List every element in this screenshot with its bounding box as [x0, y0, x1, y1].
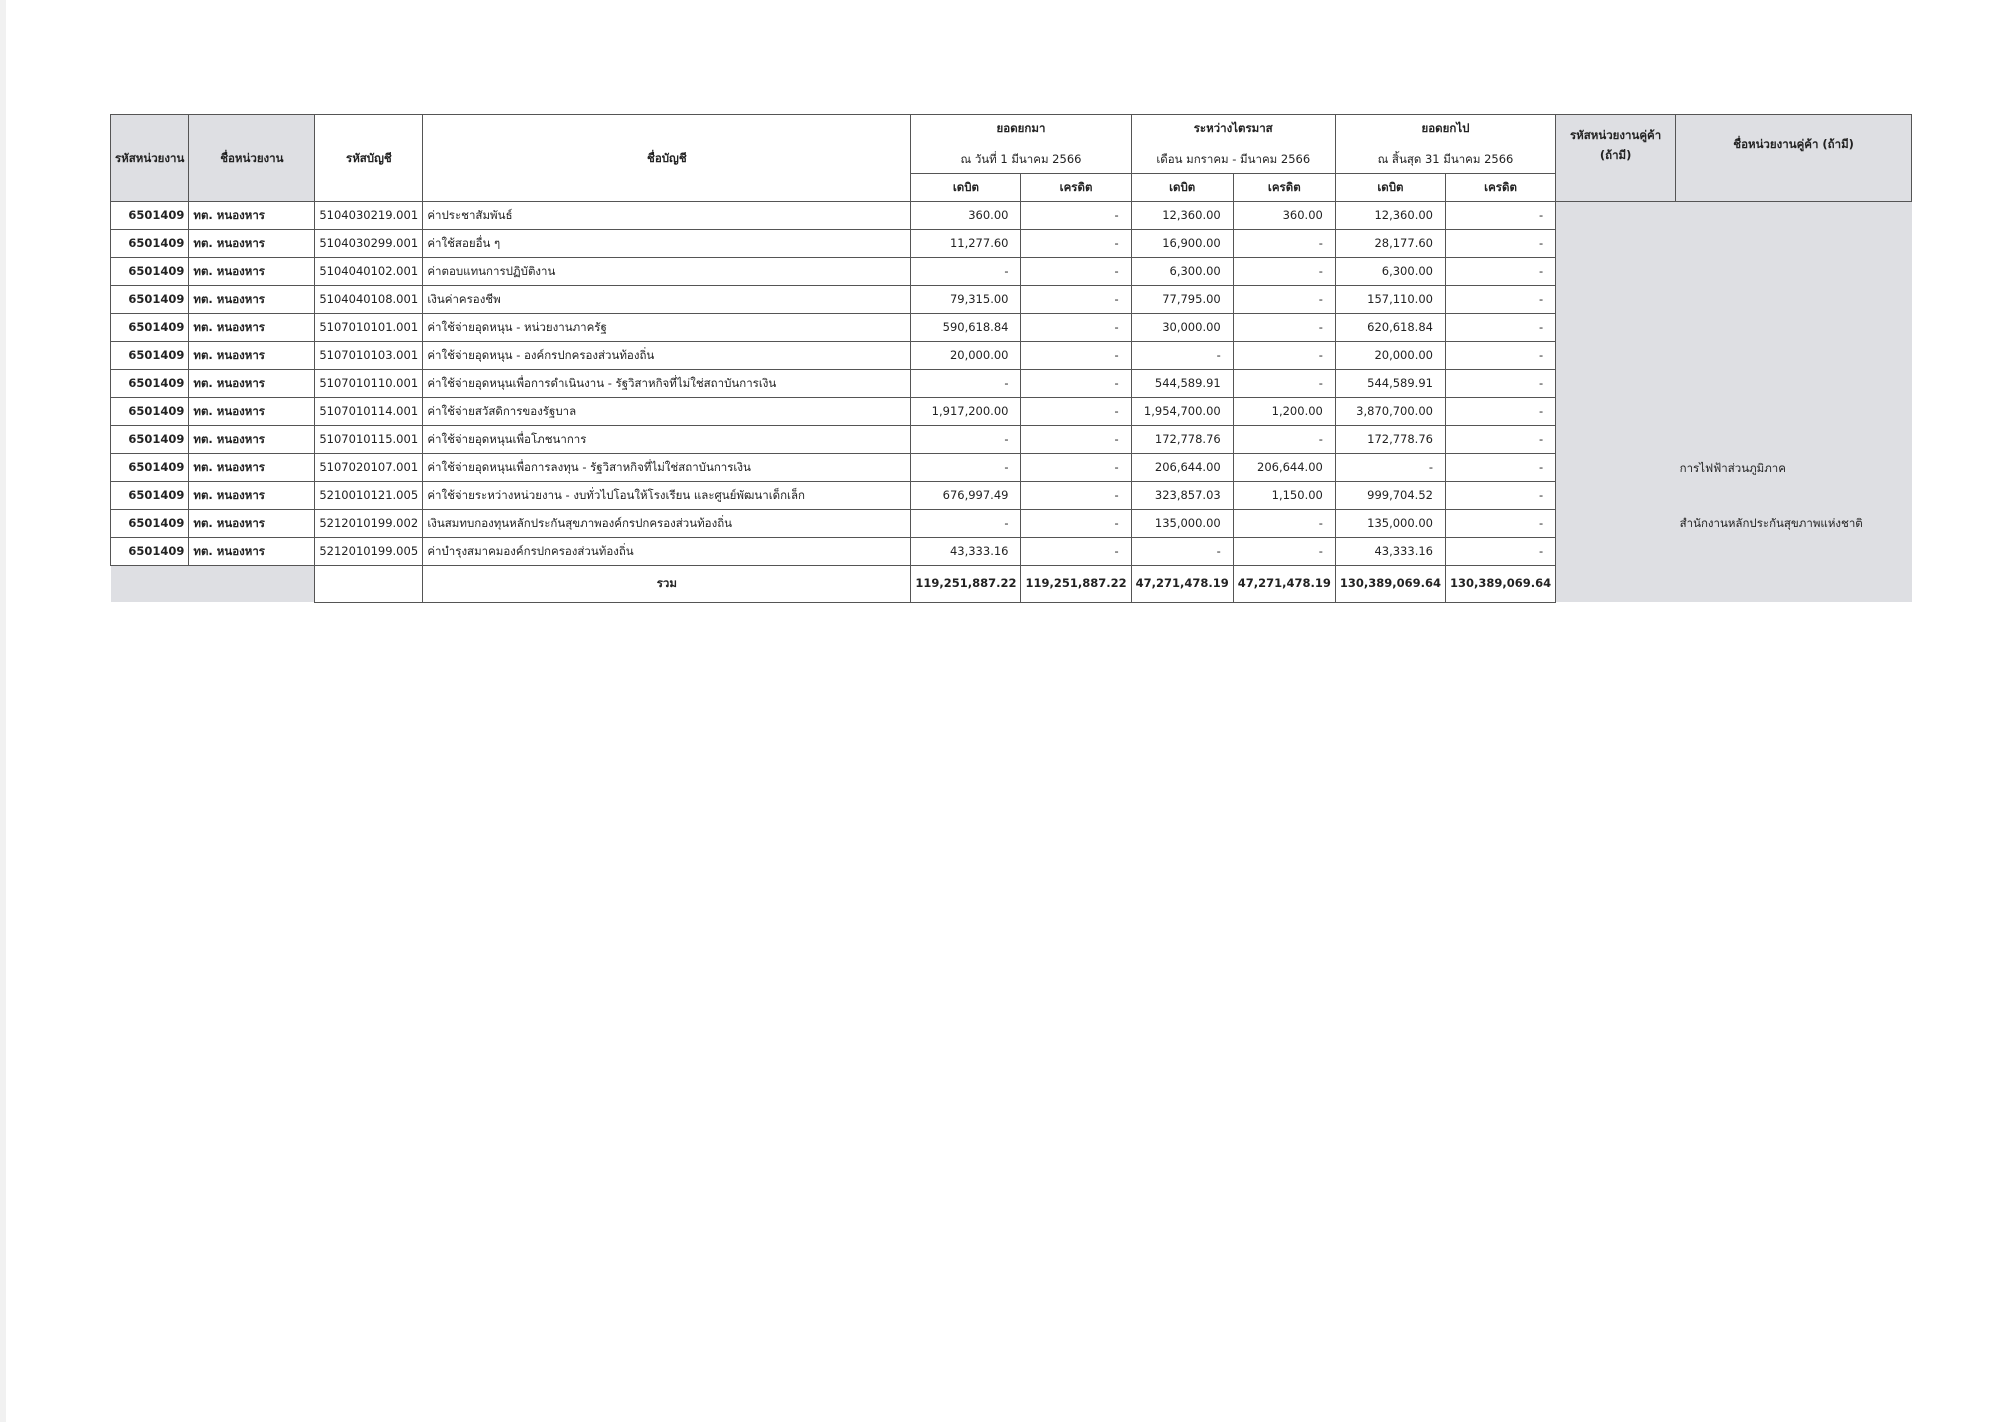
account-name-cell: ค่าใช้จ่ายอุดหนุน - หน่วยงานภาครัฐ: [423, 314, 911, 342]
unit-code-cell: 6501409: [111, 538, 189, 566]
cf-credit-cell: -: [1445, 398, 1555, 426]
cf-debit-cell: 135,000.00: [1335, 510, 1445, 538]
unit-name-cell: ทต. หนองหาร: [189, 258, 315, 286]
partner-code-cell: [1556, 230, 1676, 258]
account-name-cell: ค่าใช้จ่ายอุดหนุนเพื่อโภชนาการ: [423, 426, 911, 454]
dq-credit-cell: -: [1233, 370, 1335, 398]
unit-code-cell: 6501409: [111, 398, 189, 426]
table-row: [111, 538, 1912, 566]
partner-name-cell: สำนักงานหลักประกันสุขภาพแห่งชาติ: [1676, 510, 1912, 538]
partner-name-cell: [1676, 370, 1912, 398]
partner-name-cell: การไฟฟ้าส่วนภูมิภาค: [1676, 454, 1912, 482]
dq-debit-cell: 135,000.00: [1131, 510, 1233, 538]
partner-code-cell: [1556, 286, 1676, 314]
unit-code-cell: 6501409: [111, 258, 189, 286]
bf-credit-cell: -: [1021, 258, 1131, 286]
table-row: [111, 342, 1912, 370]
unit-name-cell: ทต. หนองหาร: [189, 342, 315, 370]
dq-credit-cell: 1,150.00: [1233, 482, 1335, 510]
cf-credit-cell: -: [1445, 370, 1555, 398]
cf-credit-cell: -: [1445, 426, 1555, 454]
unit-name-cell: ทต. หนองหาร: [189, 482, 315, 510]
total-cf-debit-cell: 130,389,069.64: [1335, 566, 1445, 603]
cf-credit-cell: -: [1445, 314, 1555, 342]
dq-credit-cell: -: [1233, 314, 1335, 342]
unit-name-cell: ทต. หนองหาร: [189, 398, 315, 426]
unit-code-cell: 6501409: [111, 426, 189, 454]
partner-name-cell: [1676, 202, 1912, 230]
dq-debit-cell: 1,954,700.00: [1131, 398, 1233, 426]
during-quarter-title: ระหว่างไตรมาส: [1193, 121, 1273, 135]
col-during-quarter-header: [1131, 115, 1335, 174]
account-code-cell: 5210010121.005: [315, 482, 423, 510]
partner-name-cell: [1676, 230, 1912, 258]
table-row: [111, 314, 1912, 342]
partner-code-cell: [1556, 202, 1676, 230]
bf-debit-cell: 79,315.00: [911, 286, 1021, 314]
cf-debit-cell: 172,778.76: [1335, 426, 1445, 454]
account-code-cell: 5107010103.001: [315, 342, 423, 370]
table-row: [111, 370, 1912, 398]
table-row: [111, 398, 1912, 426]
account-name-cell: ค่าใช้จ่ายอุดหนุน - องค์กรปกครองส่วนท้องถิ่น: [423, 342, 911, 370]
bf-credit-cell: -: [1021, 342, 1131, 370]
partner-code-cell: [1556, 482, 1676, 510]
col-account-name-header: ชื่อบัญชี: [423, 115, 911, 202]
partner-name-cell: [1676, 258, 1912, 286]
partner-code-cell: [1556, 454, 1676, 482]
total-blank-cell: [315, 566, 423, 603]
cf-credit-header: เครดิต: [1445, 174, 1555, 202]
unit-code-cell: 6501409: [111, 370, 189, 398]
bf-debit-header: เดบิต: [911, 174, 1021, 202]
table-row: [111, 454, 1912, 482]
account-code-cell: 5212010199.005: [315, 538, 423, 566]
cf-debit-cell: 999,704.52: [1335, 482, 1445, 510]
partner-code-cell: [1556, 258, 1676, 286]
table-row: [111, 482, 1912, 510]
unit-code-cell: 6501409: [111, 230, 189, 258]
account-code-cell: 5107010110.001: [315, 370, 423, 398]
account-name-cell: ค่าใช้จ่ายสวัสดิการของรัฐบาล: [423, 398, 911, 426]
dq-credit-cell: -: [1233, 510, 1335, 538]
total-dq-credit-cell: 47,271,478.19: [1233, 566, 1335, 603]
cf-credit-cell: -: [1445, 342, 1555, 370]
unit-name-cell: ทต. หนองหาร: [189, 202, 315, 230]
dq-credit-cell: -: [1233, 426, 1335, 454]
bf-credit-cell: -: [1021, 230, 1131, 258]
col-unit-name-header: ชื่อหน่วยงาน: [189, 115, 315, 202]
account-code-cell: 5107020107.001: [315, 454, 423, 482]
account-name-cell: ค่าประชาสัมพันธ์: [423, 202, 911, 230]
account-code-cell: 5104030299.001: [315, 230, 423, 258]
dq-credit-cell: 206,644.00: [1233, 454, 1335, 482]
bf-debit-cell: 1,917,200.00: [911, 398, 1021, 426]
account-code-cell: 5107010101.001: [315, 314, 423, 342]
bf-debit-cell: 20,000.00: [911, 342, 1021, 370]
partner-name-cell: [1676, 342, 1912, 370]
total-label: รวม: [423, 566, 911, 603]
cf-credit-cell: -: [1445, 202, 1555, 230]
partner-code-cell: [1556, 370, 1676, 398]
col-brought-forward-header: [911, 115, 1131, 174]
cf-credit-cell: -: [1445, 258, 1555, 286]
ledger-sheet: [110, 114, 1912, 603]
unit-code-cell: 6501409: [111, 454, 189, 482]
unit-code-cell: 6501409: [111, 202, 189, 230]
dq-debit-cell: -: [1131, 342, 1233, 370]
during-quarter-period: เดือน มกราคม - มีนาคม 2566: [1156, 152, 1311, 166]
cf-credit-cell: -: [1445, 538, 1555, 566]
bf-debit-cell: -: [911, 510, 1021, 538]
account-name-cell: เงินค่าครองชีพ: [423, 286, 911, 314]
bf-credit-cell: -: [1021, 454, 1131, 482]
col-unit-code-header: รหัสหน่วยงาน: [111, 115, 189, 202]
dq-credit-cell: -: [1233, 286, 1335, 314]
unit-code-cell: 6501409: [111, 342, 189, 370]
unit-code-cell: 6501409: [111, 510, 189, 538]
partner-name-cell: [1676, 286, 1912, 314]
account-code-cell: 5212010199.002: [315, 510, 423, 538]
dq-debit-cell: 172,778.76: [1131, 426, 1233, 454]
bf-debit-cell: -: [911, 370, 1021, 398]
brought-forward-title: ยอดยกมา: [996, 121, 1046, 135]
cf-credit-cell: -: [1445, 286, 1555, 314]
cf-debit-cell: 157,110.00: [1335, 286, 1445, 314]
account-name-cell: ค่าบำรุงสมาคมองค์กรปกครองส่วนท้องถิ่น: [423, 538, 911, 566]
cf-debit-cell: 20,000.00: [1335, 342, 1445, 370]
cf-credit-cell: -: [1445, 230, 1555, 258]
partner-code-title: รหัสหน่วยงานคู่ค้า: [1570, 128, 1662, 142]
cf-credit-cell: -: [1445, 482, 1555, 510]
partner-code-cell: [1556, 426, 1676, 454]
col-account-code-header: รหัสบัญชี: [315, 115, 423, 202]
bf-debit-cell: 11,277.60: [911, 230, 1021, 258]
bf-credit-cell: -: [1021, 286, 1131, 314]
unit-code-cell: 6501409: [111, 314, 189, 342]
bf-credit-cell: -: [1021, 482, 1131, 510]
unit-name-cell: ทต. หนองหาร: [189, 538, 315, 566]
table-row: [111, 426, 1912, 454]
dq-debit-cell: -: [1131, 538, 1233, 566]
account-code-cell: 5104040108.001: [315, 286, 423, 314]
bf-debit-cell: 43,333.16: [911, 538, 1021, 566]
total-shade-left: [111, 566, 315, 603]
partner-name-cell: [1676, 482, 1912, 510]
bf-debit-cell: -: [911, 426, 1021, 454]
cf-debit-cell: 544,589.91: [1335, 370, 1445, 398]
total-shade-right: [1556, 566, 1912, 603]
cf-debit-header: เดบิต: [1335, 174, 1445, 202]
unit-name-cell: ทต. หนองหาร: [189, 286, 315, 314]
unit-code-cell: 6501409: [111, 286, 189, 314]
account-code-cell: 5107010115.001: [315, 426, 423, 454]
header-row-top: [111, 115, 1912, 174]
account-name-cell: ค่าใช้สอยอื่น ๆ: [423, 230, 911, 258]
dq-credit-cell: -: [1233, 342, 1335, 370]
dq-credit-cell: -: [1233, 258, 1335, 286]
scan-edge-shade: [0, 0, 6, 1422]
bf-credit-cell: -: [1021, 538, 1131, 566]
bf-credit-header: เครดิต: [1021, 174, 1131, 202]
partner-code-cell: [1556, 398, 1676, 426]
account-name-cell: ค่าใช้จ่ายอุดหนุนเพื่อการลงทุน - รัฐวิสาหกิจที่ไม่ใช่สถาบันการเงิน: [423, 454, 911, 482]
unit-name-cell: ทต. หนองหาร: [189, 454, 315, 482]
bf-credit-cell: -: [1021, 370, 1131, 398]
dq-debit-cell: 77,795.00: [1131, 286, 1233, 314]
table-row: [111, 510, 1912, 538]
bf-debit-cell: -: [911, 454, 1021, 482]
unit-code-cell: 6501409: [111, 482, 189, 510]
cf-credit-cell: -: [1445, 454, 1555, 482]
col-partner-name-header: ชื่อหน่วยงานคู่ค้า (ถ้ามี): [1676, 115, 1912, 202]
trial-balance-table: [110, 114, 1912, 603]
table-row: [111, 258, 1912, 286]
dq-debit-header: เดบิต: [1131, 174, 1233, 202]
cf-debit-cell: 620,618.84: [1335, 314, 1445, 342]
bf-debit-cell: 590,618.84: [911, 314, 1021, 342]
total-bf-credit-cell: 119,251,887.22: [1021, 566, 1131, 603]
bf-credit-cell: -: [1021, 510, 1131, 538]
account-code-cell: 5107010114.001: [315, 398, 423, 426]
dq-debit-cell: 544,589.91: [1131, 370, 1233, 398]
table-row: [111, 286, 1912, 314]
bf-credit-cell: -: [1021, 398, 1131, 426]
unit-name-cell: ทต. หนองหาร: [189, 510, 315, 538]
total-row: [111, 566, 1912, 603]
bf-credit-cell: -: [1021, 426, 1131, 454]
total-bf-debit-cell: 119,251,887.22: [911, 566, 1021, 603]
col-partner-code-header: [1556, 115, 1676, 202]
dq-credit-cell: -: [1233, 230, 1335, 258]
partner-code-cell: [1556, 342, 1676, 370]
dq-credit-cell: 1,200.00: [1233, 398, 1335, 426]
total-cf-credit-cell: 130,389,069.64: [1445, 566, 1555, 603]
col-carried-forward-header: [1335, 115, 1555, 174]
cf-credit-cell: -: [1445, 510, 1555, 538]
dq-debit-cell: 16,900.00: [1131, 230, 1233, 258]
bf-credit-cell: -: [1021, 202, 1131, 230]
partner-name-cell: [1676, 314, 1912, 342]
account-name-cell: ค่าใช้จ่ายระหว่างหน่วยงาน - งบทั่วไปโอนให้โรงเรียน และศูนย์พัฒนาเด็กเล็ก: [423, 482, 911, 510]
dq-debit-cell: 30,000.00: [1131, 314, 1233, 342]
cf-debit-cell: 3,870,700.00: [1335, 398, 1445, 426]
dq-debit-cell: 206,644.00: [1131, 454, 1233, 482]
dq-credit-cell: 360.00: [1233, 202, 1335, 230]
dq-credit-header: เครดิต: [1233, 174, 1335, 202]
bf-credit-cell: -: [1021, 314, 1131, 342]
dq-credit-cell: -: [1233, 538, 1335, 566]
unit-name-cell: ทต. หนองหาร: [189, 314, 315, 342]
account-code-cell: 5104040102.001: [315, 258, 423, 286]
partner-code-sub: (ถ้ามี): [1599, 148, 1632, 162]
dq-debit-cell: 6,300.00: [1131, 258, 1233, 286]
partner-name-cell: [1676, 538, 1912, 566]
dq-debit-cell: 12,360.00: [1131, 202, 1233, 230]
cf-debit-cell: 43,333.16: [1335, 538, 1445, 566]
partner-code-cell: [1556, 314, 1676, 342]
table-row: [111, 202, 1912, 230]
partner-name-cell: [1676, 398, 1912, 426]
table-row: [111, 230, 1912, 258]
partner-code-cell: [1556, 538, 1676, 566]
bf-debit-cell: 360.00: [911, 202, 1021, 230]
account-name-cell: ค่าตอบแทนการปฏิบัติงาน: [423, 258, 911, 286]
cf-debit-cell: 12,360.00: [1335, 202, 1445, 230]
unit-name-cell: ทต. หนองหาร: [189, 426, 315, 454]
carried-forward-title: ยอดยกไป: [1421, 121, 1470, 135]
dq-debit-cell: 323,857.03: [1131, 482, 1233, 510]
carried-forward-date: ณ สิ้นสุด 31 มีนาคม 2566: [1377, 152, 1514, 166]
total-dq-debit-cell: 47,271,478.19: [1131, 566, 1233, 603]
partner-name-cell: [1676, 426, 1912, 454]
brought-forward-date: ณ วันที่ 1 มีนาคม 2566: [960, 152, 1082, 166]
bf-debit-cell: 676,997.49: [911, 482, 1021, 510]
cf-debit-cell: -: [1335, 454, 1445, 482]
account-code-cell: 5104030219.001: [315, 202, 423, 230]
account-name-cell: เงินสมทบกองทุนหลักประกันสุขภาพองค์กรปกครองส่วนท้องถิ่น: [423, 510, 911, 538]
bf-debit-cell: -: [911, 258, 1021, 286]
cf-debit-cell: 28,177.60: [1335, 230, 1445, 258]
account-name-cell: ค่าใช้จ่ายอุดหนุนเพื่อการดำเนินงาน - รัฐวิสาหกิจที่ไม่ใช่สถาบันการเงิน: [423, 370, 911, 398]
unit-name-cell: ทต. หนองหาร: [189, 370, 315, 398]
unit-name-cell: ทต. หนองหาร: [189, 230, 315, 258]
cf-debit-cell: 6,300.00: [1335, 258, 1445, 286]
partner-code-cell: [1556, 510, 1676, 538]
